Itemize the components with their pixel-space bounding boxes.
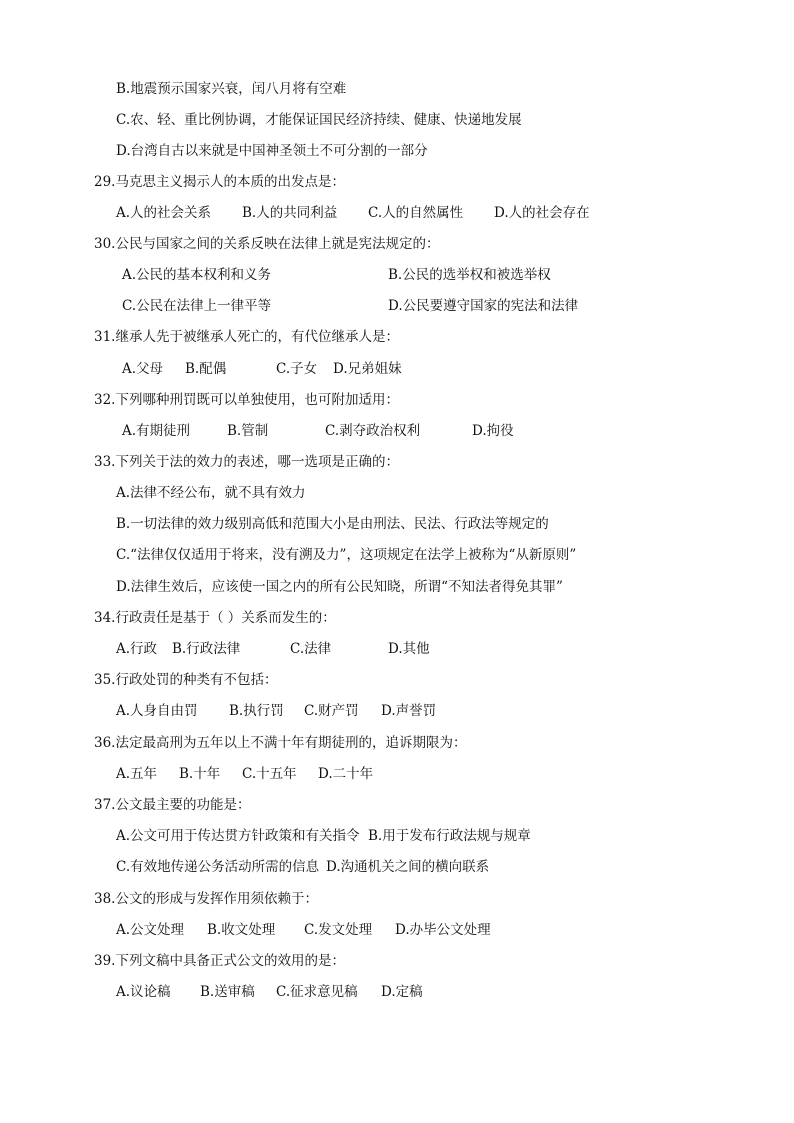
q39-option-b: B.送审稿: [200, 984, 255, 1000]
q29-option-d: D.人的社会存在: [494, 205, 590, 221]
q30-option-d: D.公民要遵守国家的宪法和法律: [388, 298, 579, 314]
q31-option-b: B.配偶: [185, 361, 227, 377]
q29-option-a: A.人的社会关系: [116, 205, 212, 221]
q39-stem: 39.下列文稿中具备正式公文的效用的是：: [94, 953, 345, 969]
q35-option-d: D.声誉罚: [381, 703, 437, 719]
q38-option-d: D.办毕公文处理: [395, 922, 491, 938]
q33-option-a: A.法律不经公布，就不具有效力: [116, 485, 306, 501]
q29-stem: 29.马克思主义揭示人的本质的出发点是：: [94, 174, 345, 190]
q33-option-d: D.法律生效后，应该使一国之内的所有公民知晓，所谓“不知法者得免其罪”: [116, 579, 563, 595]
q37-options-row1: [0, 826, 794, 846]
q39-option-c: C.征求意见稿: [276, 984, 358, 1000]
q35-option-a: A.人身自由罚: [116, 703, 198, 719]
q36-option-a: A.五年: [116, 766, 158, 782]
q30-option-c: C.公民在法律上一律平等: [122, 298, 272, 314]
q37-option-a: A.公文可用于传达贯方针政策和有关指令: [116, 828, 360, 844]
q35-option-b: B.执行罚: [229, 703, 284, 719]
q32-stem: 32.下列哪种刑罚既可以单独使用，也可附加适用：: [94, 392, 399, 408]
q29-option-c: C.人的自然属性: [368, 205, 464, 221]
q31-option-d: D.兄弟姐妹: [333, 361, 402, 377]
q36-options: [0, 764, 794, 784]
q39-option-d: D.定稿: [381, 984, 423, 1000]
q32-options: [0, 421, 794, 441]
q34-option-a: A.行政: [116, 641, 158, 657]
q35-options: [0, 701, 794, 721]
q37-options-row2: [0, 857, 794, 877]
q33-stem: 33.下列关于法的效力的表述，哪一选项是正确的：: [94, 454, 399, 470]
q30-options-row2: [0, 296, 794, 316]
q29-option-b: B.人的共同利益: [242, 205, 338, 221]
q30-options-row1: [0, 265, 794, 285]
q35-stem: 35.行政处罚的种类有不包括：: [94, 672, 278, 688]
q30-option-a: A.公民的基本权利和义务: [122, 267, 272, 283]
q31-option-c: C.子女: [276, 361, 318, 377]
q33-option-c: C.“法律仅仅适用于将来，没有溯及力”，这项规定在法学上被称为“从新原则”: [116, 547, 577, 563]
q31-options: [0, 359, 794, 379]
q38-stem: 38.公文的形成与发挥作用须依赖于：: [94, 891, 318, 907]
q34-stem: 34.行政责任是基于（ ）关系而发生的：: [94, 610, 336, 626]
q32-option-c: C.剥夺政治权利: [325, 423, 421, 439]
q33-option-b: B.一切法律的效力级别高低和范围大小是由刑法、民法、行政法等规定的: [116, 516, 549, 532]
q35-option-c: C.财产罚: [304, 703, 359, 719]
q38-option-b: B.收文处理: [207, 922, 276, 938]
q37-stem: 37.公文最主要的功能是：: [94, 797, 251, 813]
q36-option-b: B.十年: [179, 766, 221, 782]
q34-option-c: C.法律: [290, 641, 332, 657]
q28-option-b: B.地震预示国家兴衰，闰八月将有空难: [116, 81, 347, 97]
q37-option-d: D.沟通机关之间的横向联系: [326, 859, 490, 875]
q38-options: [0, 920, 794, 940]
q36-option-c: C.十五年: [242, 766, 297, 782]
q38-option-c: C.发文处理: [304, 922, 373, 938]
q36-stem: 36.法定最高刑为五年以上不满十年有期徒刑的，追诉期限为：: [94, 735, 467, 751]
q29-options: [0, 203, 794, 223]
q36-option-d: D.二十年: [318, 766, 374, 782]
q31-stem: 31.继承人先于被继承人死亡的，有代位继承人是：: [94, 329, 399, 345]
q32-option-b: B.管制: [227, 423, 269, 439]
q39-option-a: A.议论稿: [116, 984, 171, 1000]
q34-option-d: D.其他: [388, 641, 430, 657]
q32-option-a: A.有期徒刑: [122, 423, 191, 439]
q34-option-b: B.行政法律: [172, 641, 241, 657]
q32-option-d: D.拘役: [472, 423, 514, 439]
q39-options: [0, 982, 794, 1002]
q38-option-a: A.公文处理: [116, 922, 185, 938]
q28-option-d: D.台湾自古以来就是中国神圣领土不可分割的一部分: [116, 143, 428, 159]
q30-stem: 30.公民与国家之间的关系反映在法律上就是宪法规定的：: [94, 236, 440, 252]
q31-option-a: A.父母: [122, 361, 164, 377]
q34-options: [0, 639, 794, 659]
q37-option-c: C.有效地传递公务活动所需的信息: [116, 859, 320, 875]
q37-option-b: B.用于发布行政法规与规章: [368, 828, 531, 844]
q28-option-c: C.农、轻、重比例协调，才能保证国民经济持续、健康、快递地发展: [116, 112, 522, 128]
q30-option-b: B.公民的选举权和被选举权: [388, 267, 551, 283]
